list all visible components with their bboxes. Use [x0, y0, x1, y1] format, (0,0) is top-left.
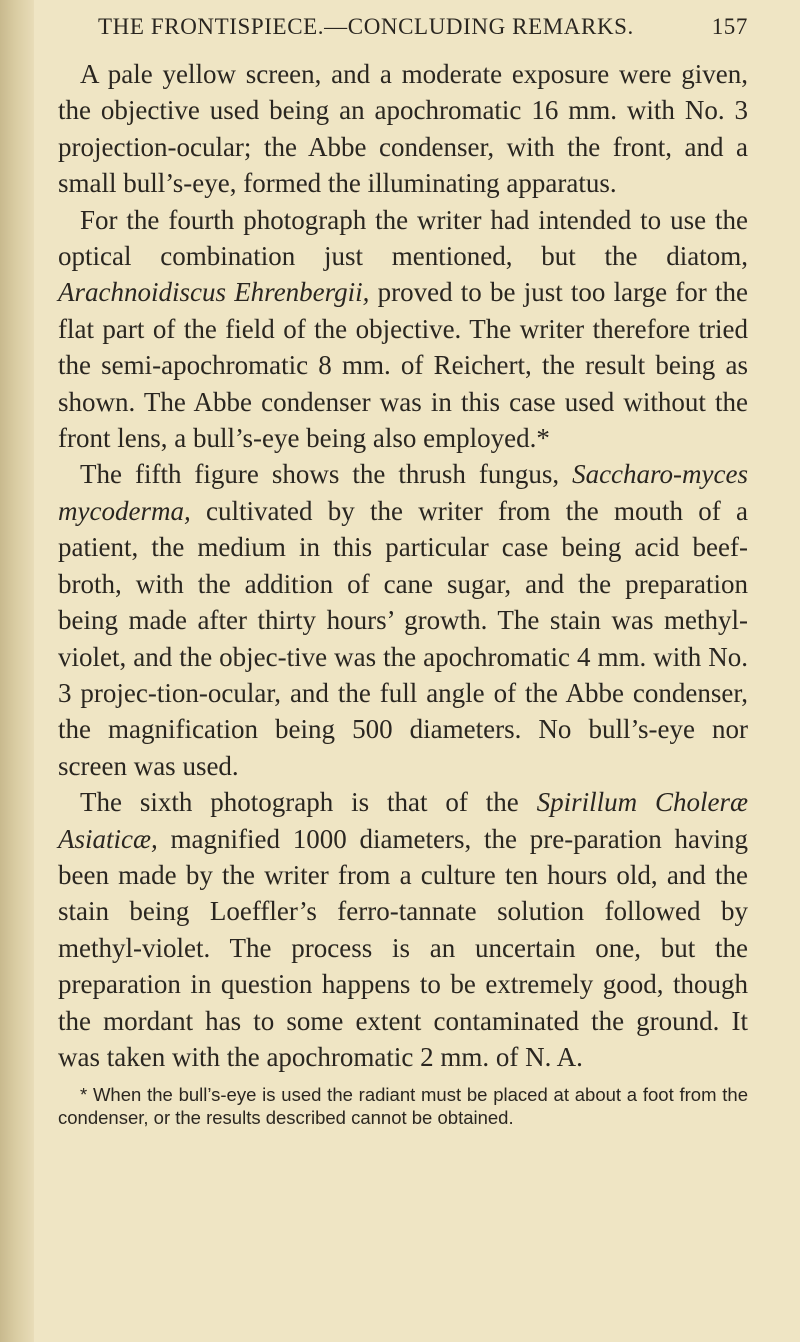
italic-species-name: Saccharo-myces mycoderma,	[58, 459, 748, 526]
italic-species-name: Arachnoidiscus Ehrenbergii,	[58, 277, 370, 308]
paragraph-4	[58, 784, 748, 1075]
running-head	[98, 14, 748, 48]
italic-species-name: Spirillum Choleræ Asiaticæ,	[58, 787, 748, 854]
running-head-title: THE FRONTISPIECE.—CONCLUDING REMARKS.	[98, 14, 634, 39]
paragraph-3	[58, 456, 748, 784]
paragraph-text: The fifth figure shows the thrush fungus,	[80, 459, 573, 490]
paragraph-text: A pale yellow screen, and a moderate exposure were given, the objective used being an apochromatic 16 mm. with No. 3 projection-ocular; the Abbe condenser, with the front, and a small bull’s-eye, formed the illuminating apparatus.	[58, 59, 748, 199]
book-page	[58, 14, 748, 1129]
paragraph-text: cultivated by the writer from the mouth of a patient, the medium in this particular case being acid beef-broth, with the addition of cane sugar, and the preparation being made after thirty hours’ growth. The stain was methyl-violet, and the objec-tive was the apochromatic 4 mm. with No. 3 projec-tion-ocular, and the full angle of the Abbe condenser, the magnification being 500 diameters. No bull’s-eye nor screen was used.	[58, 495, 748, 781]
paragraph-text: For the fourth photograph the writer had intended to use the optical combination just mentioned, but the diatom,	[58, 204, 748, 272]
footnote: * When the bull’s-eye is used the radiant must be placed at about a foot from the condenser, or the results described cannot be obtained.	[58, 1084, 748, 1129]
paragraph-text: magnified 1000 diameters, the pre-paration having been made by the writer from a culture ten hours old, and the stain being Loeffler’s ferro-tannate solution followed by methyl-violet. The process is an uncertain one, but the preparation in question happens to be extremely good, though the mordant has to some extent contaminated the ground. It was taken with the apochromatic 2 mm. of N. A.	[58, 823, 748, 1072]
page-number: 157	[711, 14, 748, 39]
paragraph-2	[58, 202, 748, 457]
paragraph-text: The sixth photograph is that of the	[80, 787, 537, 818]
paragraph-1	[58, 56, 748, 202]
paragraph-text: proved to be just too large for the flat part of the field of the objective. The writer therefore tried the semi-apochromatic 8 mm. of Reichert, the result being as shown. The Abbe condenser was in this case used without the front lens, a bull’s-eye being also employed.*	[58, 277, 748, 454]
body-text	[58, 56, 748, 1075]
page-binding-shadow	[0, 0, 34, 1342]
